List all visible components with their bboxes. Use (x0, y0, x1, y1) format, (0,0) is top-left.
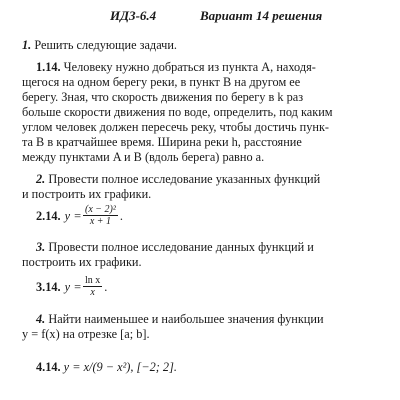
section-3-line-1: построить их графики. (22, 255, 142, 269)
problem-1-line-3: больше скорости движения по воде, определить, под каким (22, 105, 333, 119)
task-3-denominator: x (90, 287, 95, 298)
section-4-number: 4. (36, 312, 46, 326)
task-2-period: . (119, 208, 123, 223)
task-2-formula (36, 204, 123, 227)
task-3-equals: = (74, 279, 81, 294)
task-3-numerator: ln x (85, 275, 101, 286)
section-3-number: 3. (36, 240, 46, 254)
section-1-number: 1. (22, 38, 32, 52)
section-4-text: Найти наименьшее и наибольшее значения функции (48, 312, 324, 326)
task-3-fraction (83, 275, 102, 298)
problem-1-number: 1.14. (36, 60, 61, 74)
task-2-numerator: (x − 2)² (85, 204, 116, 215)
section-1-heading (22, 38, 177, 53)
task-4-number: 4.14. (36, 360, 61, 374)
problem-1-line-1: щегося на одном берегу реки, в пункт B на другом ее (22, 75, 301, 89)
problem-1-line-5: та B в кратчайшее время. Ширина реки h, расстояние (22, 135, 302, 149)
problem-1-line-0 (36, 60, 316, 75)
task-2-equals: = (74, 208, 81, 223)
section-2-number: 2. (36, 172, 46, 186)
section-3-text: Провести полное исследование данных функций и (48, 240, 314, 254)
problem-1-line-4: углом человек должен пересечь реку, чтобы достичь пунк- (22, 120, 330, 134)
section-3-line-0 (36, 240, 314, 255)
section-2-text: Провести полное исследование указанных функций (48, 172, 321, 186)
task-3-formula (36, 275, 107, 298)
assignment-code: ИДЗ-6.4 (110, 8, 157, 23)
section-2-line-1: и построить их графики. (22, 187, 152, 201)
task-4-formula (36, 360, 177, 375)
page-header (0, 8, 400, 26)
problem-1-line-2: берегу. Зная, что скорость движения по берегу в k раз (22, 90, 304, 104)
section-4-line-1: y = f(x) на отрезке [a; b]. (22, 327, 150, 341)
task-2-fraction (83, 204, 118, 227)
task-4-expression: y = x/(9 − x²), [−2; 2]. (63, 360, 177, 374)
section-1-title: Решить следующие задачи. (34, 38, 177, 52)
task-3-period: . (104, 279, 108, 294)
task-2-number: 2.14. (36, 208, 61, 223)
problem-1-line-6: между пунктами A и B (вдоль берега) равно a. (22, 150, 265, 164)
task-3-y: y (64, 279, 71, 294)
task-2-y: y (64, 208, 71, 223)
task-3-number: 3.14. (36, 279, 61, 294)
section-4-line-0 (36, 312, 324, 327)
section-2-line-0 (36, 172, 320, 187)
problem-1-text: Человеку нужно добраться из пункта A, находя- (63, 60, 316, 74)
task-2-denominator: x + 1 (89, 216, 112, 227)
variant-title: Вариант 14 решения (200, 8, 323, 23)
